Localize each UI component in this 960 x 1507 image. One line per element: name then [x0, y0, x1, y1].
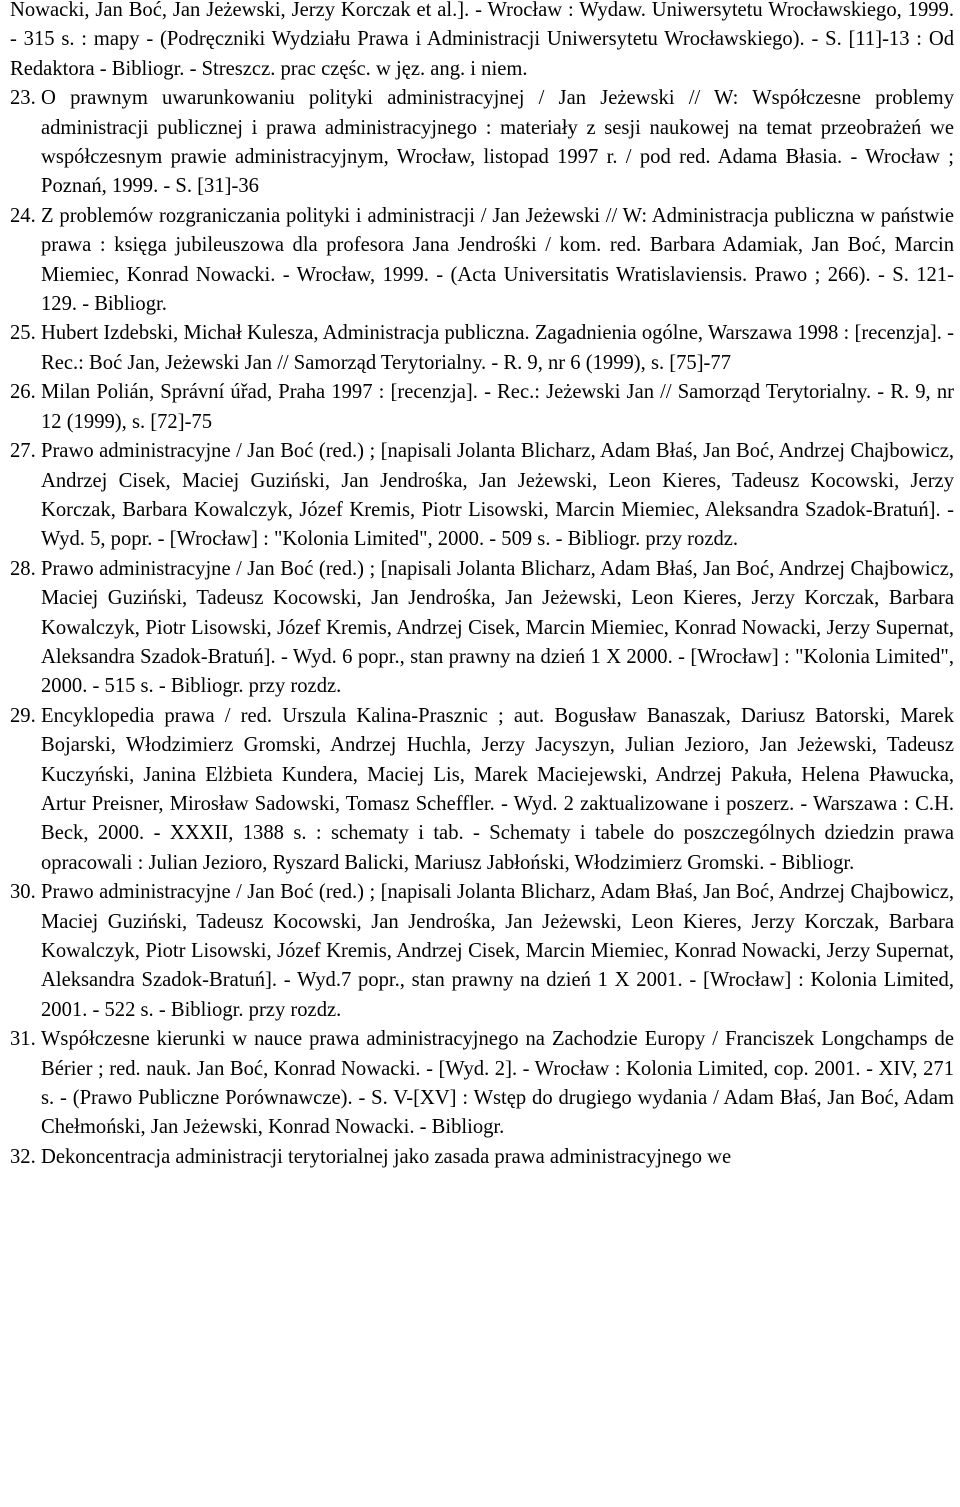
bibliography-entry-25: [10, 319, 954, 378]
entry-text: Z problemów rozgraniczania polityki i administracji / Jan Jeżewski // W: Administracja publiczna w państwie prawa : księga jubileuszowa dla profesora Jana Jendrośki / kom. red. Barbara Adamiak, Jan Boć, Marcin Miemiec, Konrad Nowacki. - Wrocław, 1999. - (Acta Universitatis Wratislaviensis. Prawo ; 266). - S. 121-129. - Bibliogr.: [41, 204, 954, 316]
entry-text: O prawnym uwarunkowaniu polityki administracyjnej / Jan Jeżewski // W: Współczesne problemy administracji publicznej i prawa administracyjnego : materiały z sesji naukowej na temat przeobrażeń we współczesnym prawie administracyjnym, Wrocław, listopad 1997 r. / pod red. Adama Błasia. - Wrocław ; Poznań, 1999. - S. [31]-36: [41, 87, 954, 198]
entry-text: Prawo administracyjne / Jan Boć (red.) ; [napisali Jolanta Blicharz, Adam Błaś, Jan Boć, Andrzej Chajbowicz, Maciej Guziński, Tadeusz Kocowski, Jan Jendrośka, Jan Jeżewski, Leon Kieres, Jerzy Korczak, Barbara Kowalczyk, Piotr Lisowski, Józef Kremis, Andrzej Cisek, Marcin Miemiec, Konrad Nowacki, Jerzy Supernat, Aleksandra Szadok-Bratuń]. - Wyd. 6 popr., stan prawny na dzień 1 X 2000. - [Wrocław] : "Kolonia Limited", 2000. - 515 s. - Bibliogr. przy rozdz.: [41, 557, 954, 698]
bibliography-entry-26: [10, 378, 954, 437]
entry-number: 31.: [10, 1028, 36, 1051]
entry-number: 26.: [10, 381, 36, 404]
entry-text: Milan Polián, Správní úřad, Praha 1997 : [recenzja]. - Rec.: Jeżewski Jan // Samorząd Terytorialny. - R. 9, nr 12 (1999), s. [72]-75: [41, 381, 954, 433]
entry-number: 28.: [10, 557, 36, 580]
entry-text: Dekoncentracja administracji terytorialnej jako zasada prawa administracyjnego we: [41, 1145, 732, 1168]
entry-number: 30.: [10, 881, 36, 904]
bibliography-entry-28: [10, 555, 954, 702]
entry-number: 23.: [10, 87, 36, 110]
bibliography-entry-24: [10, 202, 954, 320]
bibliography-entry-31: [10, 1025, 954, 1143]
entry-text: Prawo administracyjne / Jan Boć (red.) ; [napisali Jolanta Blicharz, Adam Błaś, Jan Boć, Andrzej Chajbowicz, Maciej Guziński, Tadeusz Kocowski, Jan Jendrośka, Jan Jeżewski, Leon Kieres, Jerzy Korczak, Barbara Kowalczyk, Piotr Lisowski, Józef Kremis, Andrzej Cisek, Marcin Miemiec, Konrad Nowacki, Jerzy Supernat, Aleksandra Szadok-Bratuń]. - Wyd.7 popr., stan prawny na dzień 1 X 2001. - [Wrocław] : Kolonia Limited, 2001. - 522 s. - Bibliogr. przy rozdz.: [41, 881, 954, 1021]
entry-text: Encyklopedia prawa / red. Urszula Kalina-Prasznic ; aut. Bogusław Banaszak, Dariusz Batorski, Marek Bojarski, Włodzimierz Gromski, Andrzej Huchla, Jerzy Jacyszyn, Julian Jezioro, Jan Jeżewski, Tadeusz Kuczyński, Janina Elżbieta Kundera, Maciej Lis, Marek Maciejewski, Andrzej Pakuła, Helena Pławucka, Artur Preisner, Mirosław Sadowski, Tomasz Scheffler. - Wyd. 2 zaktualizowane i poszerz. - Warszawa : C.H. Beck, 2000. - XXXII, 1388 s. : schematy i tab. - Schematy i tabele do poszczególnych dziedzin prawa opracowali : Julian Jezioro, Ryszard Balicki, Mariusz Jabłoński, Włodzimierz Gromski. - Bibliogr.: [41, 704, 954, 874]
entry-number: 24.: [10, 204, 36, 227]
entry-number: 29.: [10, 704, 36, 727]
leading-paragraph: Nowacki, Jan Boć, Jan Jeżewski, Jerzy Korczak et al.]. - Wrocław : Wydaw. Uniwersytetu Wrocławskiego, 1999. - 315 s. : mapy - (Podręczniki Wydziału Prawa i Administracji Uniwersytetu Wrocławskiego). - S. [11]-13 : Od Redaktora - Bibliogr. - Streszcz. prac częśc. w jęz. ang. i niem.: [10, 0, 954, 80]
bibliography-entry-30: [10, 878, 954, 1025]
entry-text: Hubert Izdebski, Michał Kulesza, Administracja publiczna. Zagadnienia ogólne, Warszawa 1998 : [recenzja]. - Rec.: Boć Jan, Jeżewski Jan // Samorząd Terytorialny. - R. 9, nr 6 (1999), s. [75]-77: [41, 322, 954, 374]
entry-number: 25.: [10, 322, 36, 345]
entry-text: Współczesne kierunki w nauce prawa administracyjnego na Zachodzie Europy / Franciszek Longchamps de Bérier ; red. nauk. Jan Boć, Konrad Nowacki. - [Wyd. 2]. - Wrocław : Kolonia Limited, cop. 2001. - XIV, 271 s. - (Prawo Publiczne Porównawcze). - S. V-[XV] : Wstęp do drugiego wydania / Adam Błaś, Jan Boć, Adam Chełmoński, Jan Jeżewski, Konrad Nowacki. - Bibliogr.: [41, 1028, 954, 1139]
bibliography-entry-27: [10, 437, 954, 555]
document-page: [10, 0, 954, 1172]
entry-number: 32.: [10, 1145, 36, 1168]
bibliography-entry-29: [10, 702, 954, 878]
entry-number: 27.: [10, 440, 36, 463]
bibliography-entry-32: [10, 1143, 954, 1172]
bibliography-entry-23: [10, 84, 954, 202]
entry-text: Prawo administracyjne / Jan Boć (red.) ; [napisali Jolanta Blicharz, Adam Błaś, Jan Boć, Andrzej Chajbowicz, Andrzej Cisek, Maciej Guziński, Jan Jendrośka, Jan Jeżewski, Leon Kieres, Tadeusz Kocowski, Jerzy Korczak, Barbara Kowalczyk, Józef Kremis, Piotr Lisowski, Marcin Miemiec, Aleksandra Szadok-Bratuń]. - Wyd. 5, popr. - [Wrocław] : "Kolonia Limited", 2000. - 509 s. - Bibliogr. przy rozdz.: [41, 440, 954, 551]
